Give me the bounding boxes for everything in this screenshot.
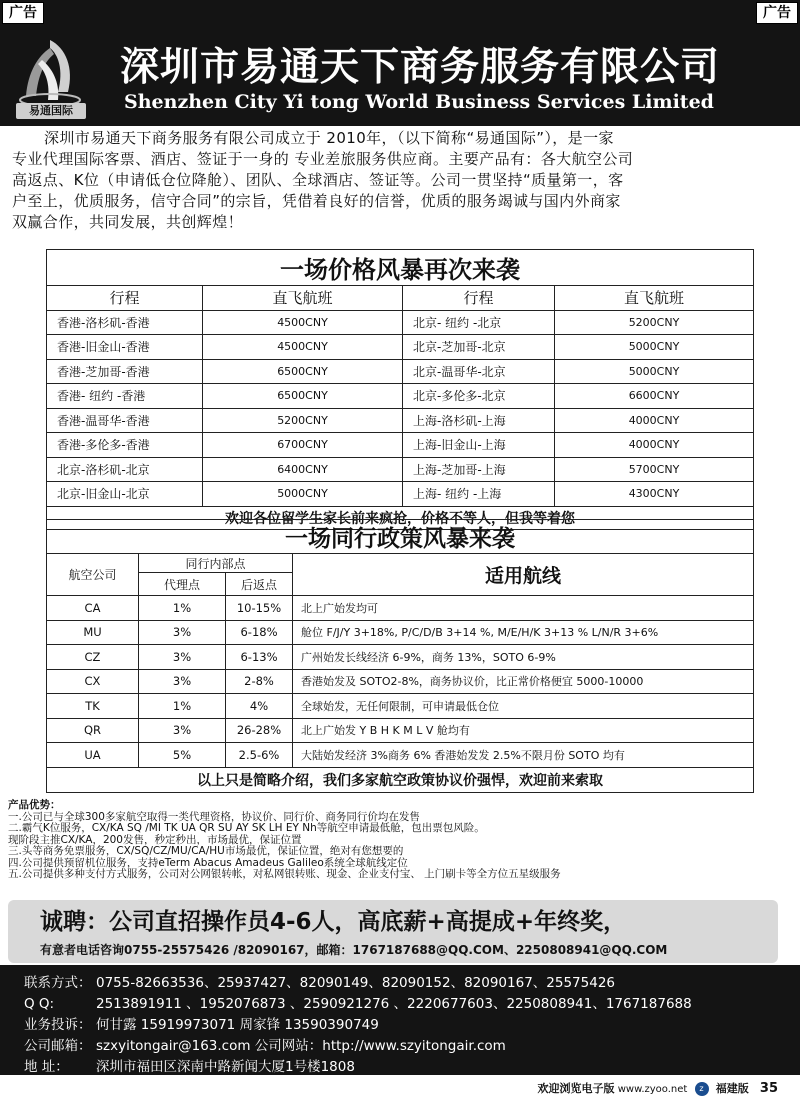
contact-label: Q Q: <box>24 996 55 1012</box>
fare-cell: 6500CNY <box>203 384 403 409</box>
list-item: 三.头等商务免票服务，CX/SQ/CZ/MU/CA/HU市场最优，保证位置，绝对有您想要的 <box>8 845 404 857</box>
col-header-airline: 航空公司 <box>47 554 139 596</box>
fare-cell: 5000CNY <box>555 335 754 360</box>
airline-cell: CX <box>47 669 139 694</box>
route-cell: 上海-旧金山-上海 <box>403 433 555 458</box>
routes-cell: 大陆始发经济 3%商务 6% 香港始发发 2.5%不限月份 SOTO 均有 <box>293 743 754 768</box>
table-row <box>47 645 754 670</box>
list-item: 二.霸气K位服务，CX/KA SQ /MI TK UA QR SU AY SK LH EY Nh等航空申请最低舱，包出票包风险。 <box>8 822 485 834</box>
fare-cell: 4500CNY <box>203 335 403 360</box>
fare-cell: 6400CNY <box>203 457 403 482</box>
table-row <box>47 482 754 507</box>
col-header-group: 同行内部点 <box>139 554 293 573</box>
intro-line: 深圳市易通天下商务服务有限公司成立于 2010年，（以下简称“易通国际”），是一家 <box>44 129 614 147</box>
ad-label-left: 广告 <box>2 2 44 24</box>
table-row <box>47 433 754 458</box>
hiring-contact: 有意者电话咨询0755-25575426 /82090167，邮箱：1767187688@QQ.COM、2250808941@QQ.COM <box>40 943 668 957</box>
route-cell: 香港-温哥华-香港 <box>47 408 203 433</box>
table-row <box>47 694 754 719</box>
footer-site-link[interactable]: www.zyoo.net <box>617 1084 688 1095</box>
policy-table <box>46 519 754 793</box>
route-cell: 上海-洛杉矶-上海 <box>403 408 555 433</box>
route-cell: 北京-多伦多-北京 <box>403 384 555 409</box>
routes-cell: 北上广始发均可 <box>293 596 754 621</box>
routes-cell: 香港始发及 SOTO2-8%，商务协议价，比正常价格便宜 5000-10000 <box>293 669 754 694</box>
intro-line: 高返点、K位（申请低仓位降舱）、团队、全球酒店、签证等。公司一贯坚持“质量第一，客 <box>12 171 624 189</box>
back-cell: 26-28% <box>226 718 293 743</box>
ad-label-right: 广告 <box>756 2 798 24</box>
col-header-fare: 直飞航班 <box>203 286 403 311</box>
col-header-route: 行程 <box>403 286 555 311</box>
table-row <box>47 384 754 409</box>
airline-cell: TK <box>47 694 139 719</box>
zyoo-logo-icon: z <box>695 1082 709 1096</box>
agent-cell: 5% <box>139 743 226 768</box>
fare-cell: 6700CNY <box>203 433 403 458</box>
fare-cell: 5700CNY <box>555 457 754 482</box>
page-number: 35 <box>759 1081 778 1096</box>
fare-cell: 4500CNY <box>203 310 403 335</box>
contact-email <box>24 1034 506 1054</box>
route-cell: 北京-旧金山-北京 <box>47 482 203 507</box>
table-row <box>47 718 754 743</box>
route-cell: 香港-芝加哥-香港 <box>47 359 203 384</box>
airline-cell: MU <box>47 620 139 645</box>
advantages-title: 产品优势： <box>8 799 61 811</box>
agent-cell: 1% <box>139 596 226 621</box>
col-header-fare: 直飞航班 <box>555 286 754 311</box>
contact-value: 2513891911 、1952076873 、2590921276 、2220677603、2250808941、1767187688 <box>96 996 692 1012</box>
back-cell: 6-18% <box>226 620 293 645</box>
advantages-section <box>8 800 798 881</box>
policy-table-title: 一场同行政策风暴来袭 <box>47 520 754 554</box>
agent-cell: 3% <box>139 718 226 743</box>
logo-text: 易通国际 <box>16 103 86 119</box>
route-cell: 北京-洛杉矶-北京 <box>47 457 203 482</box>
route-cell: 香港-旧金山-香港 <box>47 335 203 360</box>
footer-edition: 福建版 <box>715 1082 749 1095</box>
agent-cell: 3% <box>139 620 226 645</box>
company-name-en: Shenzhen City Yi tong World Business Services Limited <box>124 91 714 113</box>
policy-table-note: 以上只是简略介绍，我们多家航空政策协议价强悍，欢迎前来索取 <box>47 767 754 792</box>
table-row <box>47 596 754 621</box>
intro-line: 户至上，优质服务，信守合同”的宗旨，凭借着良好的信誉，优质的服务竭诚与国内外商家 <box>12 192 621 210</box>
fare-cell: 4000CNY <box>555 433 754 458</box>
route-cell: 北京-温哥华-北京 <box>403 359 555 384</box>
fare-cell: 6600CNY <box>555 384 754 409</box>
fare-cell: 5200CNY <box>555 310 754 335</box>
route-cell: 香港-多伦多-香港 <box>47 433 203 458</box>
contact-value[interactable]: szxyitongair@163.com 公司网站：http://www.szyitongair.com <box>96 1038 506 1054</box>
route-cell: 北京-芝加哥-北京 <box>403 335 555 360</box>
fare-cell: 5000CNY <box>555 359 754 384</box>
route-cell: 上海-芝加哥-上海 <box>403 457 555 482</box>
list-item: 现阶段主推CX/KA，200发售，秒定秒出，市场最优，保证位置 <box>8 833 302 846</box>
col-header-route: 行程 <box>47 286 203 311</box>
company-name-zh: 深圳市易通天下商务服务有限公司 <box>120 45 721 90</box>
table-row <box>47 335 754 360</box>
contact-value: 何甘露 15919973071 周家锋 13590390749 <box>96 1017 379 1033</box>
hiring-title: 诚聘：公司直招操作员4-6人，高底薪+高提成+年终奖， <box>40 909 627 935</box>
airline-cell: CZ <box>47 645 139 670</box>
route-cell: 香港-洛杉矶-香港 <box>47 310 203 335</box>
list-item: 一.公司已与全球300多家航空取得一类代理资格，协议价、同行价、商务同行价均在发售 <box>8 810 420 823</box>
back-cell: 10-15% <box>226 596 293 621</box>
col-header-back: 后返点 <box>226 573 293 596</box>
table-row <box>47 457 754 482</box>
page-footer <box>538 1080 778 1096</box>
airline-cell: QR <box>47 718 139 743</box>
intro-line: 双赢合作，共同发展，共创辉煌！ <box>12 213 244 231</box>
col-header-agent: 代理点 <box>139 573 226 596</box>
back-cell: 6-13% <box>226 645 293 670</box>
contact-value: 深圳市福田区深南中路新闻大厦1号楼1808 <box>96 1059 355 1075</box>
back-cell: 2-8% <box>226 669 293 694</box>
routes-cell: 广州始发长线经济 6-9%，商务 13%，SOTO 6-9% <box>293 645 754 670</box>
contact-value: 0755-82663536、25937427、82090149、82090152、82090167、25575426 <box>96 975 616 991</box>
table-row <box>47 408 754 433</box>
fare-cell: 4300CNY <box>555 482 754 507</box>
routes-cell: 全球始发，无任何限制，可申请最低仓位 <box>293 694 754 719</box>
contact-label: 业务投诉： <box>24 1017 92 1033</box>
list-item: 四.公司提供预留机位服务，支持eTerm Abacus Amadeus Galileo系统全球航线定位 <box>8 856 408 869</box>
table-row <box>47 359 754 384</box>
agent-cell: 1% <box>139 694 226 719</box>
routes-cell: 舱位 F/J/Y 3+18%, P/C/D/B 3+14 %, M/E/H/K 3+13 % L/N/R 3+6% <box>293 620 754 645</box>
contact-label: 公司邮箱： <box>24 1038 92 1054</box>
fare-cell: 5200CNY <box>203 408 403 433</box>
agent-cell: 3% <box>139 645 226 670</box>
agent-cell: 3% <box>139 669 226 694</box>
price-table-title: 一场价格风暴再次来袭 <box>47 250 754 286</box>
table-row <box>47 669 754 694</box>
route-cell: 北京- 纽约 -北京 <box>403 310 555 335</box>
fare-cell: 4000CNY <box>555 408 754 433</box>
price-table <box>46 249 754 530</box>
route-cell: 上海- 纽约 -上海 <box>403 482 555 507</box>
fare-cell: 6500CNY <box>203 359 403 384</box>
list-item: 五.公司提供多种支付方式服务，公司对公网银转帐，对私网银转账、现金、企业支付宝、 上门刷卡等全方位五星级服务 <box>8 868 561 880</box>
col-header-routes: 适用航线 <box>293 554 754 596</box>
intro-paragraph <box>12 128 784 233</box>
fare-cell: 5000CNY <box>203 482 403 507</box>
contact-qq <box>24 992 692 1012</box>
contact-section <box>0 965 800 1075</box>
contact-phone <box>24 971 615 991</box>
contact-address <box>24 1055 355 1075</box>
table-row <box>47 743 754 768</box>
airline-cell: CA <box>47 596 139 621</box>
routes-cell: 北上广始发 Y B H K M L V 舱均有 <box>293 718 754 743</box>
back-cell: 2.5-6% <box>226 743 293 768</box>
table-row <box>47 310 754 335</box>
contact-label: 地 址： <box>24 1059 69 1075</box>
footer-welcome: 欢迎浏览电子版 <box>537 1082 615 1095</box>
route-cell: 香港- 纽约 -香港 <box>47 384 203 409</box>
price-table-note: 欢迎各位留学生家长前来疯抢，价格不等人，但我等着您 <box>47 506 754 529</box>
airline-cell: UA <box>47 743 139 768</box>
contact-complaint <box>24 1013 379 1033</box>
table-row <box>47 620 754 645</box>
contact-label: 联系方式： <box>24 975 92 991</box>
intro-line: 专业代理国际客票、酒店、签证于一身的 专业差旅服务供应商。主要产品有：各大航空公司 <box>12 150 634 168</box>
back-cell: 4% <box>226 694 293 719</box>
